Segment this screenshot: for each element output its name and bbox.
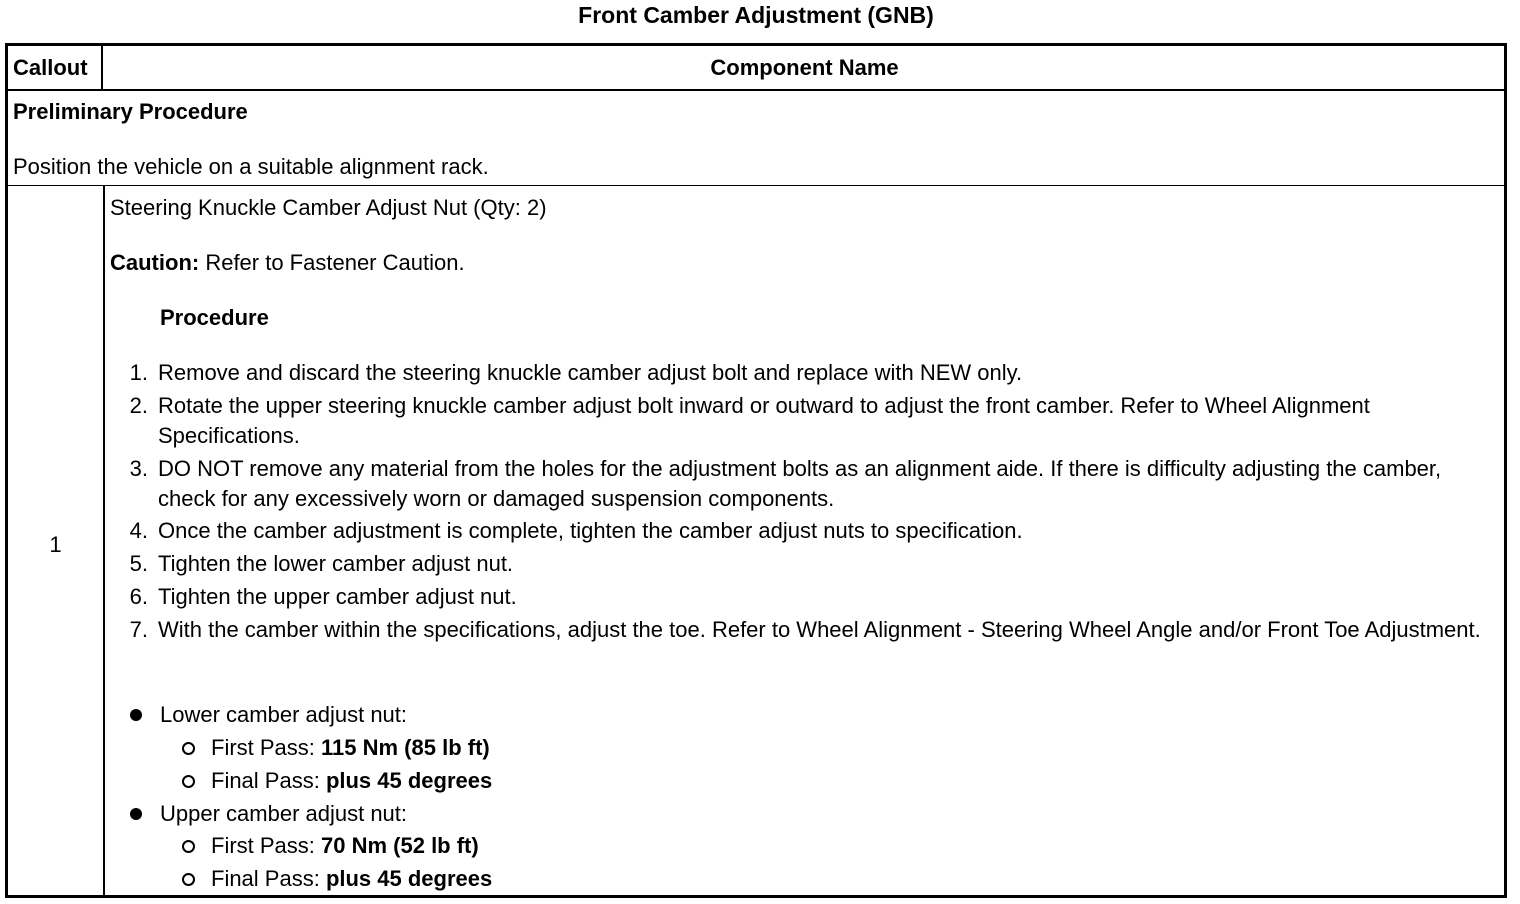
spec-value: plus 45 degrees xyxy=(325,866,493,891)
spec-item: Final Pass: plus 45 degrees xyxy=(211,768,493,793)
table-header-row xyxy=(8,46,1504,91)
procedure-heading: Procedure xyxy=(160,305,269,330)
sub-bullet-icon xyxy=(182,873,195,886)
spec-label: Upper camber adjust nut: xyxy=(160,801,408,826)
component-cell xyxy=(105,186,1504,895)
bullet-icon xyxy=(130,709,142,721)
component-name: Steering Knuckle Camber Adjust Nut (Qty: 2) xyxy=(110,195,547,220)
spec-label: Lower camber adjust nut: xyxy=(160,702,408,727)
step-number: 3. xyxy=(129,456,148,481)
preliminary-heading: Preliminary Procedure xyxy=(13,99,248,124)
header-component-name: Component Name xyxy=(710,55,899,80)
sub-bullet-icon xyxy=(182,840,195,853)
callout-cell xyxy=(8,186,105,895)
step-text: Once the camber adjustment is complete, tighten the camber adjust nuts to specification. xyxy=(158,518,1023,543)
sub-bullet-icon xyxy=(182,775,195,788)
bullet-icon xyxy=(130,808,142,820)
step-number: 2. xyxy=(129,393,148,418)
caution-line xyxy=(110,248,465,278)
spec-item: First Pass: 115 Nm (85 lb ft) xyxy=(211,735,490,760)
step-number: 5. xyxy=(129,551,148,576)
step-text: DO NOT remove any material from the holes for the adjustment bolts as an alignment aide. If there is difficulty adjusting the camber, check for any excessively worn or damaged suspension components. xyxy=(158,456,1442,511)
header-callout: Callout xyxy=(8,46,103,89)
step-text: Tighten the upper camber adjust nut. xyxy=(158,584,517,609)
caution-text: Refer to Fastener Caution. xyxy=(199,250,465,275)
callout-number: 1 xyxy=(49,532,62,557)
preliminary-text: Position the vehicle on a suitable alignment rack. xyxy=(13,154,489,179)
step-text: With the camber within the specifications, adjust the toe. Refer to Wheel Alignment - Steering Wheel Angle and/or Front Toe Adjustment. xyxy=(158,617,1481,642)
step-number: 1. xyxy=(129,360,148,385)
step-number: 6. xyxy=(129,584,148,609)
spec-item: First Pass: 70 Nm (52 lb ft) xyxy=(211,833,479,858)
preliminary-procedure-row xyxy=(8,91,1504,186)
sub-bullet-icon xyxy=(182,742,195,755)
step-number: 7. xyxy=(129,617,148,642)
table-row xyxy=(8,186,1504,895)
step-text: Rotate the upper steering knuckle camber adjust bolt inward or outward to adjust the front camber. Refer to Wheel Alignment Specifications. xyxy=(158,393,1370,448)
step-number: 4. xyxy=(129,518,148,543)
step-text: Tighten the lower camber adjust nut. xyxy=(158,551,514,576)
procedure-table xyxy=(5,43,1507,898)
page-title: Front Camber Adjustment (GNB) xyxy=(578,2,934,28)
spec-value: plus 45 degrees xyxy=(325,768,493,793)
spec-value: 70 Nm (52 lb ft) xyxy=(321,833,479,858)
step-text: Remove and discard the steering knuckle camber adjust bolt and replace with NEW only. xyxy=(158,360,1023,385)
spec-item: Final Pass: plus 45 degrees xyxy=(211,866,493,891)
caution-label: Caution: xyxy=(110,250,200,275)
spec-value: 115 Nm (85 lb ft) xyxy=(321,735,490,760)
